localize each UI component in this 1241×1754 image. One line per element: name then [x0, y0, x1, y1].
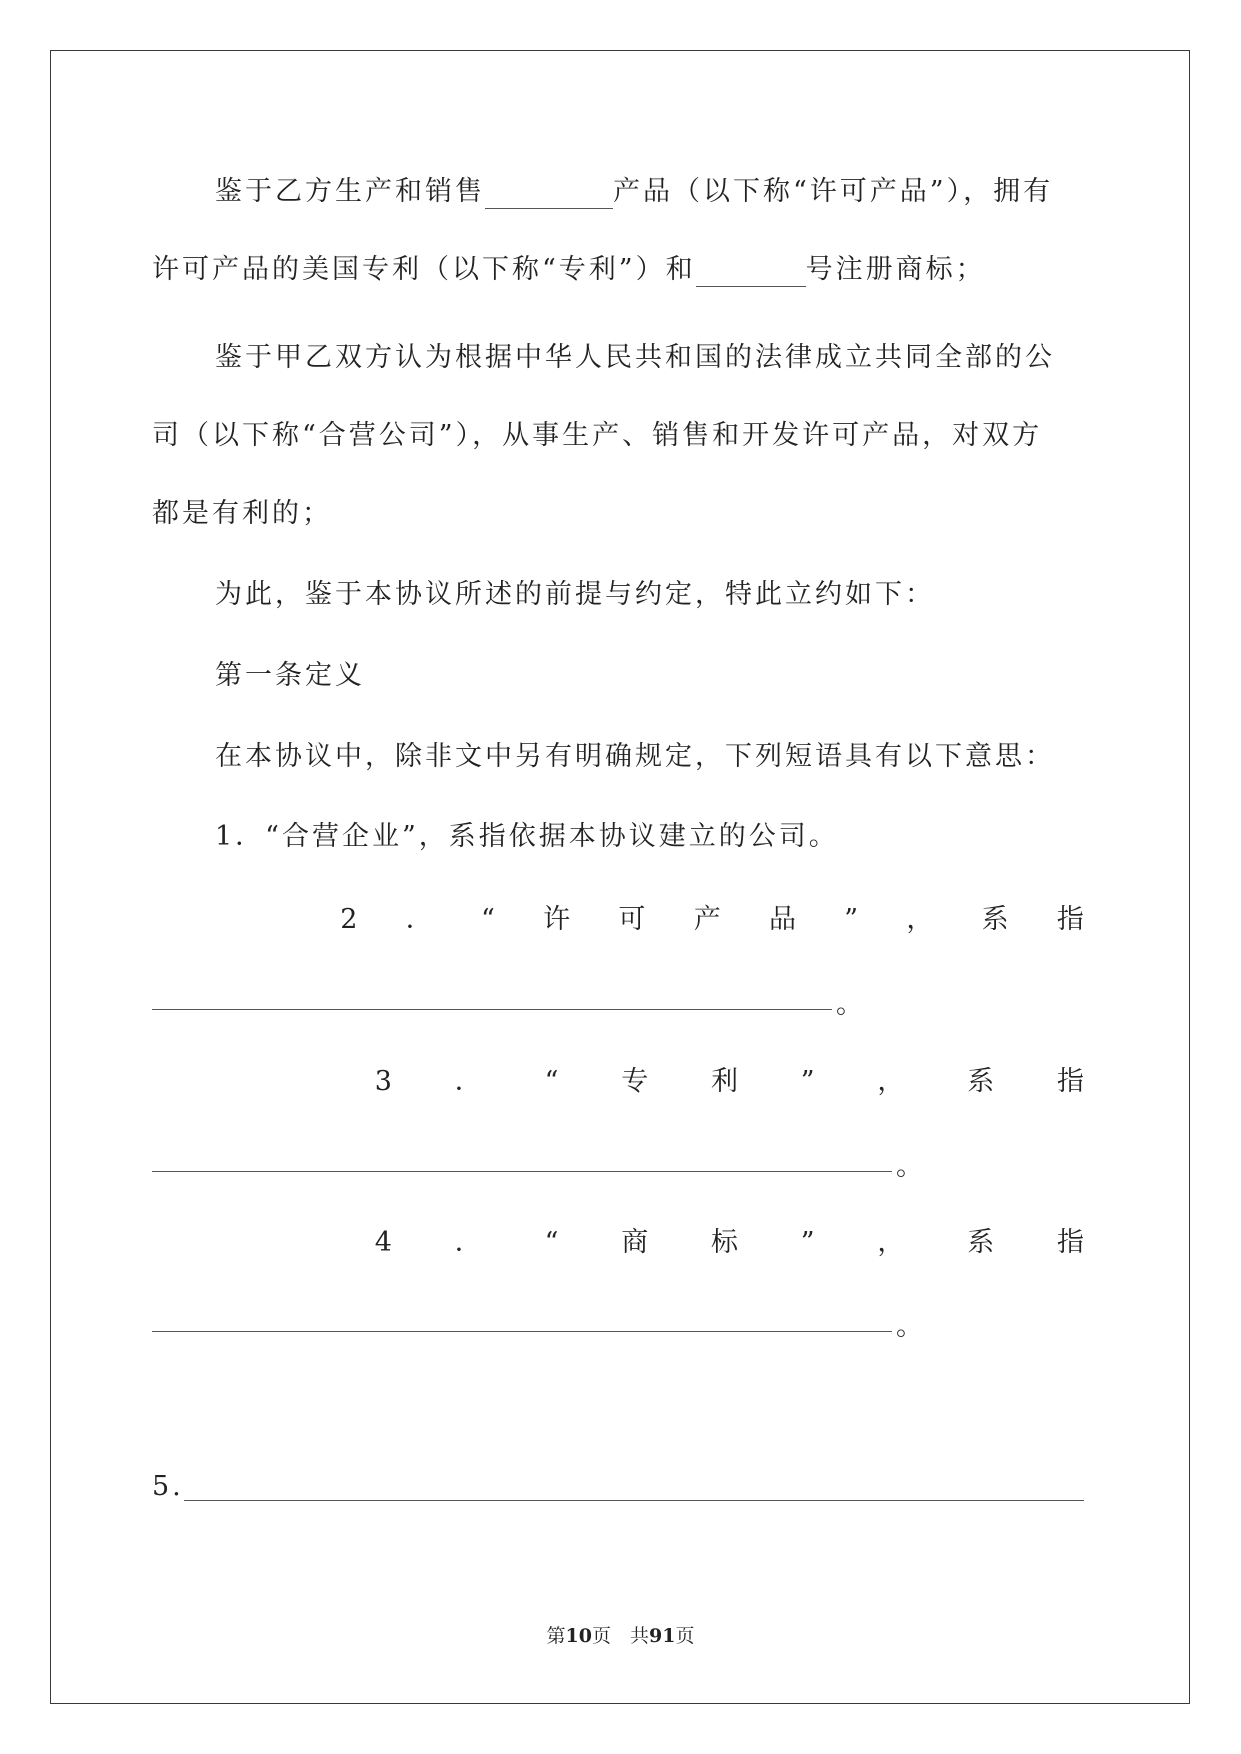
item-char: 利 — [710, 1066, 738, 1097]
item-char: 系 — [967, 1066, 995, 1097]
footer-prefix: 第 — [546, 1625, 566, 1647]
fill-blank[interactable] — [485, 178, 613, 209]
item-2-blank-line[interactable] — [152, 1009, 832, 1010]
paragraph-2-line-1: 鉴于甲乙双方认为根据中华人民共和国的法律成立共同全部的公 — [215, 342, 1055, 373]
item-4-period: 。 — [896, 1311, 926, 1342]
item-char: ． — [405, 904, 433, 935]
indent-spacer — [152, 1226, 312, 1260]
paragraph-text: 鉴于乙方生产和销售 — [215, 176, 485, 207]
item-char: 3 — [374, 1066, 392, 1097]
item-char: 系 — [981, 904, 1009, 935]
current-page-number: 10 — [565, 1625, 592, 1647]
paragraph-4: 在本协议中，除非文中另有明确规定，下列短语具有以下意思： — [215, 741, 1055, 772]
item-char: 专 — [621, 1066, 649, 1097]
item-char: 4 — [374, 1227, 392, 1258]
indent-spacer — [152, 1065, 312, 1099]
total-page-count: 91 — [649, 1625, 676, 1647]
paragraph-text: 许可产品的美国专利（以下称“专利”）和 — [152, 254, 696, 285]
item-char: 可 — [618, 904, 646, 935]
item-char: “ — [544, 1227, 559, 1258]
item-char: 指 — [1056, 904, 1084, 935]
item-char: ” — [800, 1066, 815, 1097]
item-3-period: 。 — [896, 1151, 926, 1182]
page-footer — [0, 1624, 1241, 1648]
paragraph-3: 为此，鉴于本协议所述的前提与约定，特此立约如下： — [215, 579, 935, 610]
item-char: 指 — [1056, 1066, 1084, 1097]
paragraph-2-line-3: 都是有利的； — [152, 498, 332, 529]
indent-spacer — [152, 903, 292, 937]
fill-blank[interactable] — [696, 256, 806, 287]
item-5-label: 5. — [152, 1471, 184, 1502]
item-5-blank-line[interactable] — [184, 1500, 1084, 1501]
item-char: ， — [877, 1066, 905, 1097]
definition-item-3 — [152, 1065, 1084, 1099]
item-char: ． — [454, 1066, 482, 1097]
item-char: “ — [544, 1066, 559, 1097]
item-char: ” — [844, 904, 859, 935]
definition-item-4 — [152, 1226, 1084, 1260]
item-char: 产 — [693, 904, 721, 935]
paragraph-text: 产品（以下称“许可产品”），拥有 — [613, 176, 1054, 207]
item-char: 品 — [768, 904, 796, 935]
item-4-blank-line[interactable] — [152, 1331, 892, 1332]
item-char: ． — [454, 1227, 482, 1258]
item-char: “ — [481, 904, 495, 935]
footer-mid: 页 共 — [591, 1625, 649, 1647]
item-char: 系 — [967, 1227, 995, 1258]
paragraph-1-line-1 — [215, 175, 1053, 209]
item-char: 标 — [710, 1227, 738, 1258]
paragraph-2-line-2: 司（以下称“合营公司”），从事生产、销售和开发许可产品，对双方 — [152, 420, 1043, 451]
item-char: ” — [800, 1227, 815, 1258]
footer-suffix: 页 — [675, 1625, 695, 1647]
item-char: 商 — [621, 1227, 649, 1258]
page-border — [50, 50, 1190, 1704]
paragraph-text: 号注册商标； — [805, 254, 986, 285]
paragraph-1-line-2 — [152, 253, 986, 287]
item-char: ， — [877, 1227, 905, 1258]
item-char: 许 — [543, 904, 571, 935]
item-2-period: 。 — [836, 989, 866, 1020]
article-title: 第一条定义 — [215, 660, 365, 691]
definition-item-2 — [152, 903, 1084, 937]
item-char: 2 — [340, 904, 358, 935]
item-char: ， — [906, 904, 934, 935]
item-3-blank-line[interactable] — [152, 1171, 892, 1172]
item-char: 指 — [1056, 1227, 1084, 1258]
definition-item-1: 1．“合营企业”，系指依据本协议建立的公司。 — [215, 821, 839, 852]
